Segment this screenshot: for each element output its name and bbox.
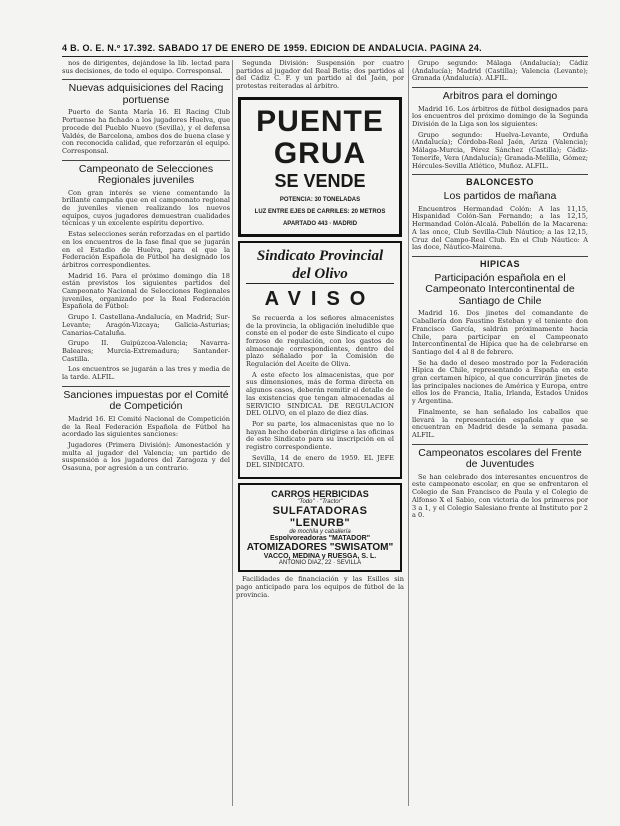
ad-address: ANTONIO DIAZ, 22 · SEVILLA [278,560,362,567]
headline-selecciones-juveniles: Campeonato de Selecciones Regionales juveniles [62,160,230,187]
notice-signature: Sevilla, 14 de enero de 1959. EL JEFE DEL SINDICATO. [246,453,394,470]
article-paragraph: nos de dirigentes, dejándose la lib. lectad para sus decisiones, de todo el equipo. Corresponsal. [62,60,230,75]
ad-line: Espolvoreadoras "MATADOR" [269,535,371,543]
article-paragraph: Estas selecciones serán reforzadas en el partido en los encuentros de la fase final que se jugarán en el Estadio de Huelva, para el que la Federación Española de Fútbol ha designado los árbitros correspondientes. [62,230,230,269]
ad-subtitle: SE VENDE [274,170,366,191]
article-paragraph: Puerto de Santa María 16. El Racing Club Portuense ha fichado a los jugadores Huelva, que procede del Pueblo Nuevo (Sevilla), y el defensa Valdés, de Barcelona, ambos dos de buena clase y con reconocida calidad, que reforzarán el equipo. Corresponsal. [62,108,230,155]
article-paragraph: Con gran interés se viene comentando la brillante campaña que en el campeonato regional de juveniles vienen realizando los nuevos equipos, cuyos jugadores demuestran cualidades técnicas y un excelente espíritu deportivo. [62,188,230,228]
article-paragraph: Segunda División: Suspensión por cuatro partidos al jugador del Real Betis; dos partidos al del Cádiz C. F. y un partido al del Jaén, por protestas reiteradas al árbitro. [236,60,404,91]
ad-line: CARROS HERBICIDAS [271,489,369,500]
headline-sanciones: Sanciones impuestas por el Comité de Competición [62,386,230,413]
article-paragraph: Se han celebrado dos interesantes encuentros de este campeonato escolar, en que se enfrentaron el Colegio de San Francisco de Paula y el Colegio de Alfonso X el Sabio, con victoria de los primeros por 3 a 1, y el Colegio Salesiano frente al Instituto por 2 a 0. [412,472,588,520]
article-paragraph: Madrid 16. Para el próximo domingo día 18 están previstos los siguientes partidos del Campeonato Nacional de Selecciones Regionales juveniles, organizado por la Real Federación Española de Fútbol: [62,271,230,311]
ad-line: SULFATADORAS "LENURB" [272,505,368,530]
ad-line: "Todo" · "Tractor" [297,499,343,506]
headline-campeonato-chile: Participación española en el Campeonato Intercontinental de Santiago de Chile [425,271,575,307]
notice-paragraph: A este efecto los almacenistas, que por sus dimensiones, más de forma directa en algunos casos, deberán remitir el detalle de las existencias que tengan almacenadas al SERVICIO SINDICAL DE REGULACION DEL OLIVO, en el plazo de diez días. [246,370,394,418]
article-paragraph: Grupo segundo: Huelva-Levante, Orduña (Andalucía); Córdoba-Real Jaén, Ariza (Valencia); Málaga-Murcia, Pérez Sánchez (Castilla); Cádiz-Tenerife, Vera (Andalucía); Granada-Melilla, Gómez; Hércules-Sevilla Atlético, Muñoz. ALFIL. [412,130,588,170]
article-paragraph: Grupo I. Castellana-Andalucía, en Madrid; Sur-Levante; Aragón-Vizcaya; Galicia-Asturias; Canarias-Cataluña. [62,313,230,337]
section-baloncesto: BALONCESTO [412,174,588,187]
article-paragraph: Grupo segundo: Málaga (Andalucía); Cádiz (Andalucía); Madrid (Castilla); Valencia (Levante); Granada (Andalucía). ALFIL. [412,60,588,83]
column-center [236,60,404,806]
article-paragraph: Madrid 16. El Comité Nacional de Competición de la Real Federación Española de Fútbol ha acordado las siguientes sanciones: [62,414,230,439]
article-paragraph: Grupo II. Guipúzcoa-Valencia; Navarra-Baleares; Murcia-Extremadura; Santander-Castilla. [62,339,230,363]
column-divider [232,60,233,806]
ad-detail: POTENCIA: 30 TONELADAS [279,196,361,203]
headline-campeonatos-escolares: Campeonatos escolares del Frente de Juventudes [412,444,588,471]
notice-sindicato-olivo [238,241,402,479]
advertisement-puente-grua [238,97,402,237]
article-paragraph: Encuentros Hermandad Colón: A las 11,15, Hispanidad Colón-San Fernando; a las 12,15, Hermandad Colón-Alcalá. Pabellón de la Macarena: A las once, Club Sevilla-Club Náutico; a las 12,15, Cruz del Campo-Real Club. En el Club Náutico: A las doce, Náutico-Mairena. [412,204,588,252]
notice-title: Sindicato Provincial del Olivo [246,247,394,284]
notice-heading: AVISO [264,287,376,310]
notice-paragraph: Se recuerda a los señores almacenistes de la provincia, la obligación ineludible que conste en el poder de este Sindicato el cupo forzoso de regulación, con los gastos de almacenaje correspondientes, dentro del plazo señalado por la Comisión de Regulación del Aceite de Oliva. [246,313,394,369]
headline-racing-portuense: Nuevas adquisiciones del Racing portuense [62,79,230,106]
advertisement-herbicidas [238,483,402,572]
ad-company: VACCO, MEDINA y RUESGA, S. L. [263,553,377,561]
ad-line: de mochila y caballería [289,529,351,536]
header-rule [62,56,588,57]
column-left [62,60,230,806]
article-paragraph: Facilidades de financiación y las Esilles sin pago anticipado para los equipos de fútbol de la provincia. [236,575,404,599]
ad-title: PUENTE GRUA [256,104,384,170]
article-paragraph: Se ha dado el deseo mostrado por la Federación Hípica de Chile, representando a España en este gran certamen hípico, al que concurrirán jinetes de las principales naciones de América y Europa, entre ellos los de Francia, Italia, Irlanda, Estados Unidos y Argentina. [412,358,588,406]
article-paragraph: Finalmente, se han señalado los caballos que llevará la representación española y que se encuentran en Madrid desde la semana pasada. ALFIL. [412,407,588,439]
article-paragraph: Los encuentros se jugarán a las tres y media de la tarde. ALFIL. [62,365,230,382]
ad-detail: LUZ ENTRE EJES DE CARRILES: 20 METROS [254,208,386,215]
column-right [412,60,588,806]
column-divider [408,60,409,806]
article-paragraph: Jugadores (Primera División): Amonestación y multa al jugador del Valencia; un partido de suspensión a los jugadores del Zaragoza y del Osasuna, por agresión a un contrario. [62,440,230,473]
ad-line: ATOMIZADORES "SWISATOM" [246,542,394,554]
notice-paragraph: Por su parte, los almacenistas que no lo hayan hecho deberán dirigirse a las oficinas de este Sindicato para su inscripción en el registro correspondiente. [246,419,394,452]
page-header: 4 B. O. E. N.º 17.392. SABADO 17 DE ENERO DE 1959. EDICION DE ANDALUCIA. PAGINA 24. [62,43,482,53]
headline-partidos-manana: Los partidos de mañana [443,190,557,203]
headline-arbitros: Arbitros para el domingo [412,87,588,103]
article-paragraph: Madrid 16. Los árbitros de fútbol designados para los encuentros del próximo domingo de la Segunda División de la Liga son los siguientes: [412,104,588,129]
ad-contact: APARTADO 443 · MADRID [282,220,358,227]
article-paragraph: Madrid 16. Dos jinetes del comandante de Caballería don Faustino Esteban y el teniente don Francisco García, saldrán próximamente hacia Chile, para participar en el Campeonato Intercontinental de Hípica que ha de celebrarse en Santiago del 4 al 8 de febrero. [412,309,588,356]
section-hipicas: HIPICAS [412,256,588,269]
